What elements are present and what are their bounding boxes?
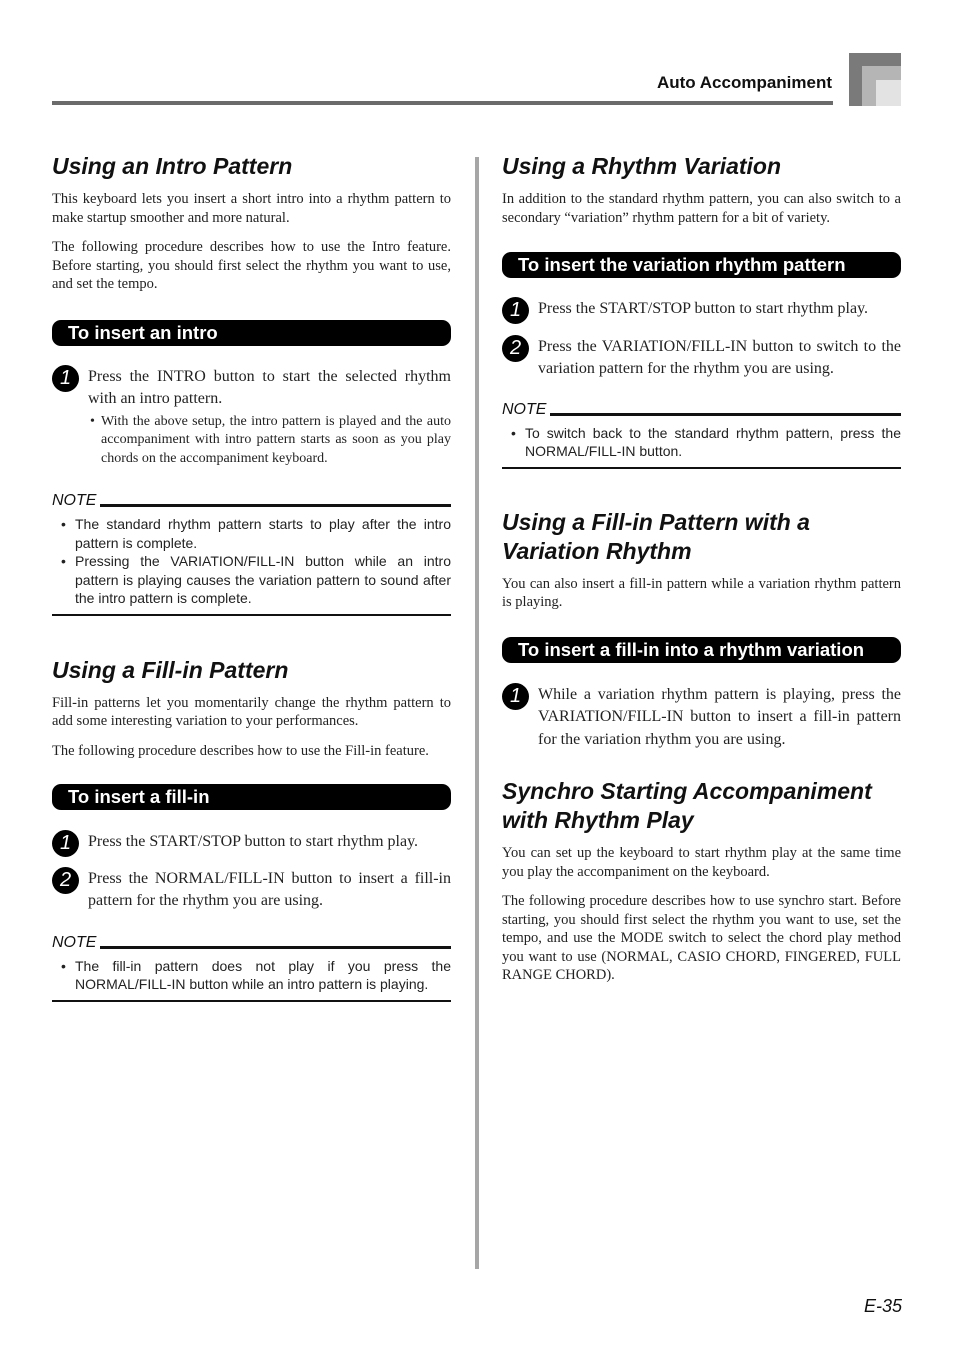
variation-note-header <box>502 401 901 418</box>
step-text: Press the INTRO button to start the selected rhythm with an intro pattern. <box>88 367 451 407</box>
fillin-step <box>52 831 451 854</box>
note-label: NOTE <box>52 492 97 509</box>
variation-procedure-title: To insert the variation rhythm pattern <box>502 252 901 278</box>
note-item: • Pressing the VARIATION/FILL-IN button while an intro pattern is playing causes the variation pattern to sound after the intro pattern is complete. <box>52 552 451 608</box>
intro-section-title: Using an Intro Pattern <box>52 153 293 179</box>
step-sub-bullet: • With the above setup, the intro pattern is played and the auto accompaniment with intro pattern starts as soon as you play chords on the accompaniment keyboard. <box>88 413 451 469</box>
step-text: While a variation rhythm pattern is playing, press the VARIATION/FILL-IN button to insert a fill-in pattern for the variation rhythm you are using. <box>538 685 901 748</box>
header-rule <box>52 101 833 105</box>
note-end-rule <box>52 614 451 616</box>
fillin-variation-section-title <box>502 508 901 566</box>
step-text: Press the START/STOP button to start rhythm play. <box>538 300 869 317</box>
fillin-paragraph: Fill-in patterns let you momentarily change the rhythm pattern to add some interesting variation to your performances. <box>52 694 451 729</box>
step-number-icon: 2 <box>502 335 529 362</box>
step-text: Press the VARIATION/FILL-IN button to switch to the variation pattern for the rhythm you are using. <box>538 337 901 377</box>
intro-paragraph: This keyboard lets you insert a short intro into a rhythm pattern to make startup smoother and more natural. <box>52 191 451 226</box>
synchro-section-title <box>502 777 901 835</box>
title-line: with Rhythm Play <box>502 807 694 833</box>
fillin-paragraph: The following procedure describes how to use the Fill-in feature. <box>52 742 429 759</box>
variation-step <box>502 298 901 321</box>
section-tab-marker-inner <box>876 80 901 106</box>
fillin-note-list <box>52 957 451 994</box>
fillin-step <box>52 868 451 913</box>
step-number-icon: 1 <box>52 365 79 392</box>
intro-note-header <box>52 492 451 509</box>
left-column <box>52 150 451 1002</box>
variation-step <box>502 336 901 381</box>
fillin-section-title: Using a Fill-in Pattern <box>52 656 289 683</box>
note-rule <box>100 504 451 507</box>
step-number-icon: 2 <box>52 867 79 894</box>
fillin-variation-procedure-title: To insert a fill-in into a rhythm variation <box>502 637 901 663</box>
variation-paragraph: In addition to the standard rhythm pattern, you can also switch to a secondary “variation” rhythm pattern for a bit of variety. <box>502 191 901 226</box>
synchro-paragraph: You can set up the keyboard to start rhythm play at the same time you play the accompaniment on the keyboard. <box>502 845 901 880</box>
intro-step <box>52 366 451 469</box>
step-text: Press the NORMAL/FILL-IN button to insert a fill-in pattern for the rhythm you are using. <box>88 869 451 909</box>
variation-note-list <box>502 424 901 461</box>
page-number: E-35 <box>863 1296 902 1316</box>
fillin-variation-paragraph: You can also insert a fill-in pattern while a variation rhythm pattern is playing. <box>502 575 901 610</box>
column-divider <box>475 157 479 1269</box>
fillin-note-header <box>52 934 451 951</box>
fillin-procedure-title: To insert a fill-in <box>52 784 451 810</box>
intro-note-list <box>52 515 451 608</box>
title-line: Synchro Starting Accompaniment <box>502 778 872 804</box>
step-number-icon: 1 <box>502 683 529 710</box>
note-rule <box>100 946 451 949</box>
note-end-rule <box>52 1000 451 1002</box>
fillin-variation-step <box>502 684 901 752</box>
note-end-rule <box>502 467 901 469</box>
variation-section-title: Using a Rhythm Variation <box>502 153 782 179</box>
note-item: • The standard rhythm pattern starts to play after the intro pattern is complete. <box>52 515 451 552</box>
note-item: • The fill-in pattern does not play if you press the NORMAL/FILL-IN button while an intro pattern is playing. <box>52 957 451 994</box>
synchro-paragraph: The following procedure describes how to use synchro start. Before starting, you should first select the rhythm you want to use, set the tempo, and use the MODE switch to select the chord play method you want to use (NORMAL, CASIO CHORD, FINGERED, FULL RANGE CHORD). <box>502 893 901 983</box>
intro-procedure-title: To insert an intro <box>52 320 451 346</box>
note-rule <box>550 413 901 416</box>
note-label: NOTE <box>52 933 97 951</box>
running-header-title: Auto Accompaniment <box>656 73 832 92</box>
step-text: Press the START/STOP button to start rhythm play. <box>88 833 419 850</box>
title-line: Variation Rhythm <box>502 537 692 564</box>
title-line: Using a Fill-in Pattern with a <box>502 508 810 535</box>
note-label: NOTE <box>502 400 547 418</box>
right-column <box>502 150 901 985</box>
intro-paragraph: The following procedure describes how to use the Intro feature. Before starting, you should first select the rhythm you want to use, and set the tempo. <box>52 239 451 292</box>
step-number-icon: 1 <box>52 830 79 857</box>
step-number-icon: 1 <box>502 297 529 324</box>
note-item: • To switch back to the standard rhythm pattern, press the NORMAL/FILL-IN button. <box>502 424 901 461</box>
